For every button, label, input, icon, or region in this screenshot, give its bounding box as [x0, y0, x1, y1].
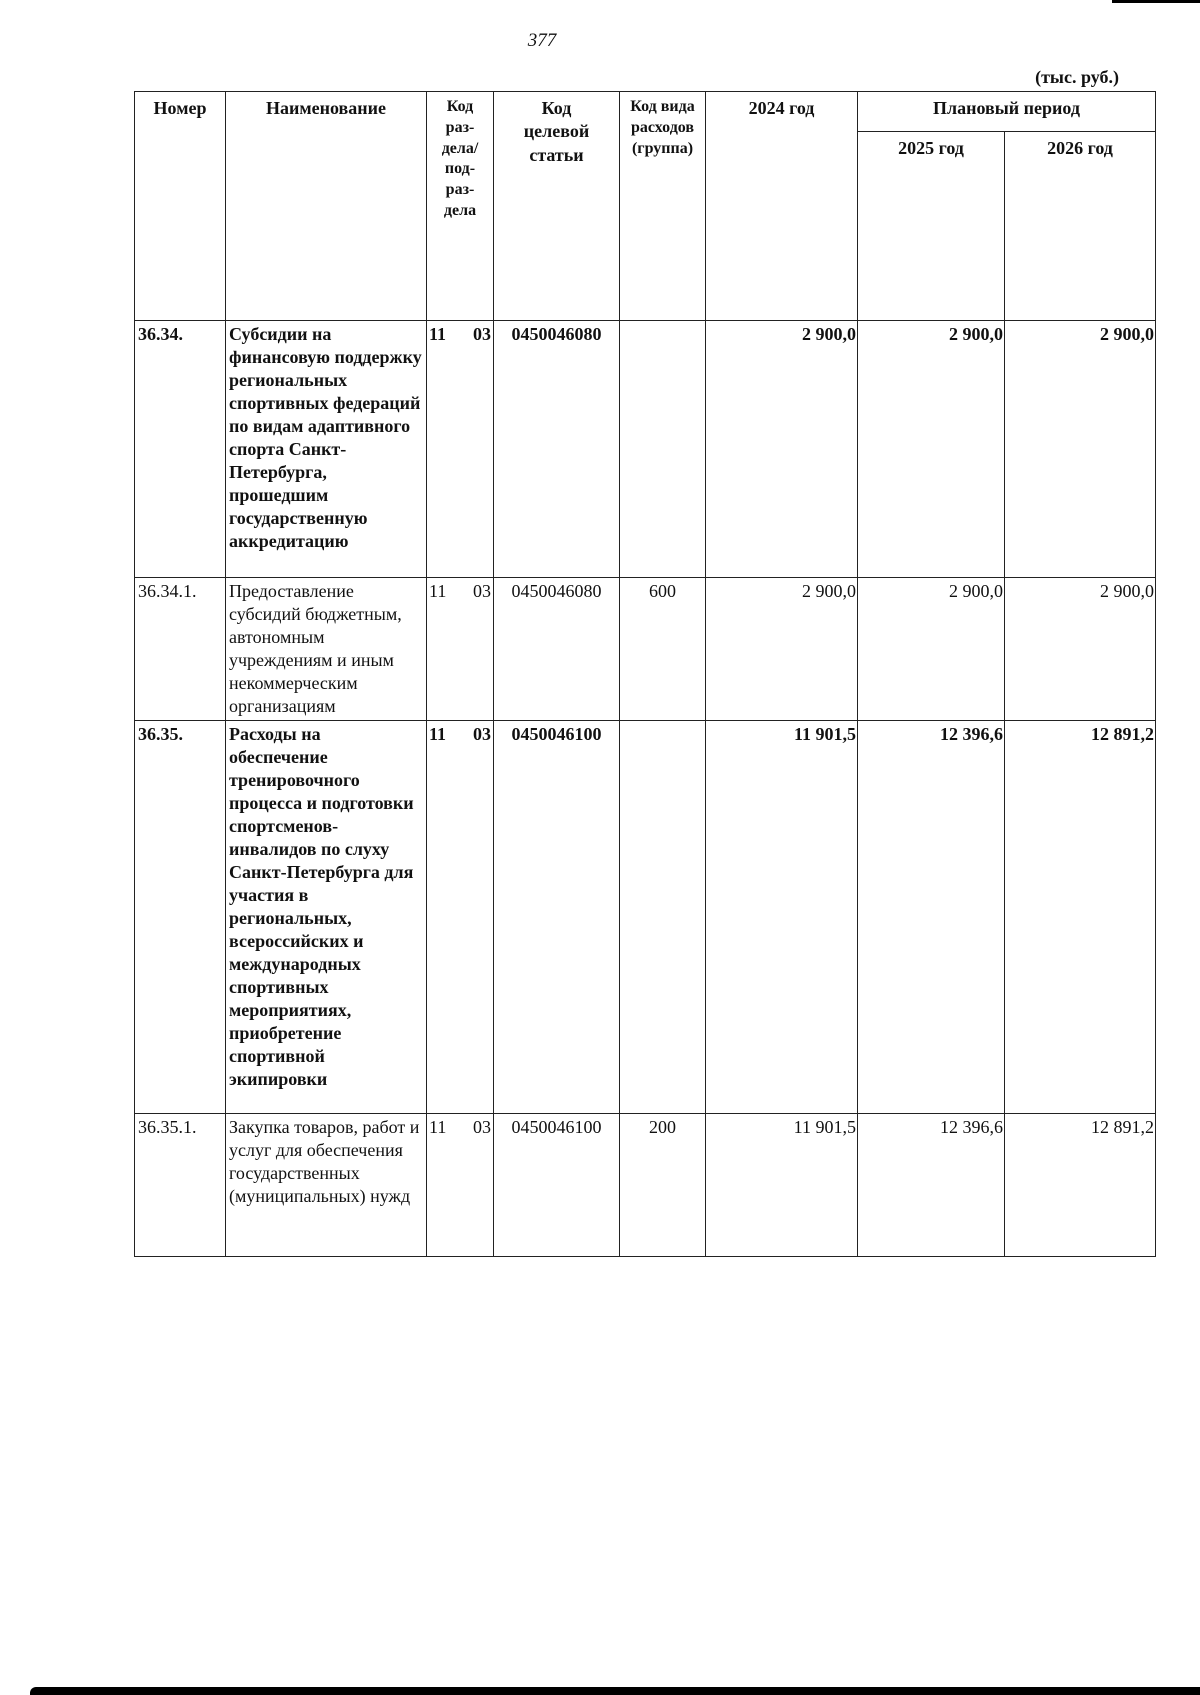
row-name: Субсидии на финансовую поддержку региональных спортивных федераций по видам адаптивного спорта Санкт-Петербурга, прошедшим государственную аккредитацию: [226, 321, 427, 578]
row-amount-2024: 2 900,0: [706, 578, 858, 721]
table-row: [135, 721, 1156, 1114]
row-amount-2026: 2 900,0: [1005, 321, 1156, 578]
row-section: 11: [429, 1117, 447, 1137]
header-number: Номер: [135, 92, 226, 321]
row-expense-group: [620, 321, 706, 578]
row-name: Расходы на обеспечение тренировочного процесса и подготовки спортсменов-инвалидов по слуху Санкт-Петербурга для участия в региональных, всероссийских и международных спортивных мероприятиях, приобретение спортивной экипировки: [226, 721, 427, 1114]
top-edge-rule: [1112, 0, 1200, 3]
header-year-2026: 2026 год: [1005, 132, 1156, 321]
row-amount-2026: 12 891,2: [1005, 721, 1156, 1114]
row-number: 36.34.: [135, 321, 226, 578]
row-section: 11: [429, 324, 447, 344]
row-amount-2026: 2 900,0: [1005, 578, 1156, 721]
row-subsection: 03: [473, 324, 491, 344]
row-section-code: [427, 721, 494, 1114]
header-year-2024: 2024 год: [706, 92, 858, 321]
row-subsection: 03: [473, 581, 491, 601]
row-expense-group: [620, 721, 706, 1114]
row-amount-2025: 12 396,6: [858, 721, 1005, 1114]
header-year-2025: 2025 год: [858, 132, 1005, 321]
row-amount-2025: 2 900,0: [858, 578, 1005, 721]
row-name: Предоставление субсидий бюджетным, автономным учреждениям и иным некоммерческим организациям: [226, 578, 427, 721]
table-row: [135, 321, 1156, 578]
row-section: 11: [429, 724, 447, 744]
row-amount-2024: 2 900,0: [706, 321, 858, 578]
row-number: 36.35.: [135, 721, 226, 1114]
row-expense-group: 200: [620, 1114, 706, 1257]
table-row: [135, 578, 1156, 721]
units-label: (тыс. руб.): [1035, 67, 1119, 87]
row-amount-2024: 11 901,5: [706, 721, 858, 1114]
row-target-code: 0450046080: [494, 578, 620, 721]
row-amount-2026: 12 891,2: [1005, 1114, 1156, 1257]
row-expense-group: 600: [620, 578, 706, 721]
bottom-scan-edge: [30, 1687, 1200, 1695]
row-target-code: 0450046080: [494, 321, 620, 578]
table-row: [135, 1114, 1156, 1257]
row-number: 36.35.1.: [135, 1114, 226, 1257]
header-section-code: Код раз- дела/ под- раз- дела: [427, 92, 494, 321]
row-name: Закупка товаров, работ и услуг для обеспечения государственных (муниципальных) нужд: [226, 1114, 427, 1257]
row-subsection: 03: [473, 724, 491, 744]
row-amount-2024: 11 901,5: [706, 1114, 858, 1257]
row-section-code: [427, 321, 494, 578]
header-target-code: Код целевой статьи: [494, 92, 620, 321]
row-number: 36.34.1.: [135, 578, 226, 721]
row-section-code: [427, 1114, 494, 1257]
row-amount-2025: 12 396,6: [858, 1114, 1005, 1257]
row-amount-2025: 2 900,0: [858, 321, 1005, 578]
row-section-code: [427, 578, 494, 721]
header-planned-period: Плановый период: [858, 92, 1156, 132]
row-target-code: 0450046100: [494, 1114, 620, 1257]
budget-table: [134, 91, 1156, 1257]
row-subsection: 03: [473, 1117, 491, 1137]
page-number: 377: [527, 30, 557, 51]
row-target-code: 0450046100: [494, 721, 620, 1114]
header-row-1: [135, 92, 1156, 132]
header-expense-type-code: Код вида расходов (группа): [620, 92, 706, 321]
header-name: Наименование: [226, 92, 427, 321]
row-section: 11: [429, 581, 447, 601]
